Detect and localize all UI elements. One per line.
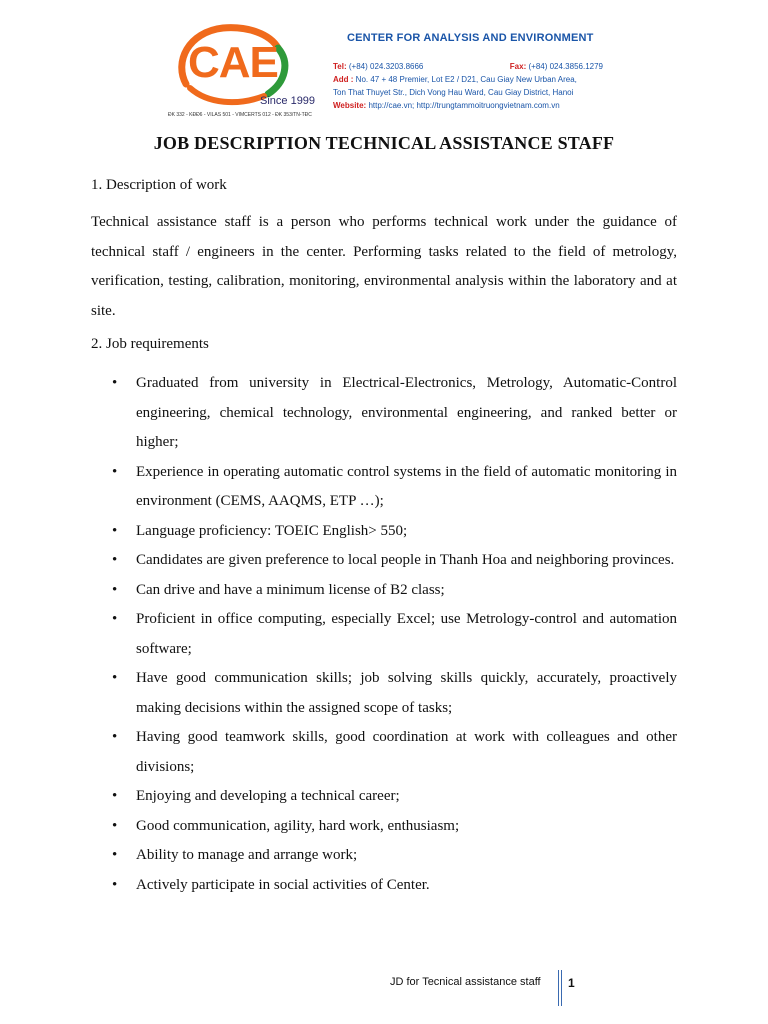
list-item: • Good communication, agility, hard work, enthusiasm; (112, 812, 677, 842)
list-item: • Have good communication skills; job solving skills quickly, accurately, proactively making decisions within the assigned scope of tasks; (112, 664, 677, 723)
tel-label: Tel: (333, 62, 347, 71)
list-item: • Enjoying and developing a technical career; (112, 782, 677, 812)
section1-paragraph: Technical assistance staff is a person who performs technical work under the guidance of technical staff / engineers in the center. Performing tasks related to the field of metrology, verification, testing, calibration, monitoring, environmental analysis within the laboratory and at site. (91, 214, 677, 319)
logo-text: CAE (188, 38, 278, 87)
list-item: • Ability to manage and arrange work; (112, 841, 677, 871)
requirements-list (112, 369, 677, 900)
address-line-1 (333, 73, 603, 86)
address-value-1: No. 47 + 48 Premier, Lot E2 / D21, Cau Giay New Urban Area, (355, 75, 577, 84)
tel-value: (+84) 024.3203.8666 (348, 62, 424, 71)
website-line (333, 99, 603, 112)
footer-text: JD for Tecnical assistance staff (390, 976, 541, 988)
section2-heading: 2. Job requirements (91, 336, 209, 352)
add-label: Add : (333, 75, 354, 84)
website-label: Website: (333, 101, 367, 110)
list-item: • Having good teamwork skills, good coordination at work with colleagues and other divisions; (112, 723, 677, 782)
footer-divider (561, 970, 562, 1006)
list-item: • Language proficiency: TOEIC English> 550; (112, 517, 677, 547)
page-number: 1 (568, 976, 575, 990)
list-item: • Proficient in office computing, especially Excel; use Metrology-control and automation software; (112, 605, 677, 664)
phone-row (333, 60, 603, 73)
fax-label: Fax: (509, 62, 527, 71)
website-value[interactable]: http://cae.vn; http://trungtammoitruongvietnam.com.vn (368, 101, 560, 110)
section1-heading: 1. Description of work (91, 177, 227, 193)
certification-codes: ĐK 332 - KĐĐ6 - VILAS 501 - VIMCERTS 012 - ĐK 353/TN-TĐC (168, 112, 312, 118)
org-contact (333, 60, 603, 112)
fax-value: (+84) 024.3856.1279 (528, 62, 603, 71)
list-item: • Graduated from university in Electrical-Electronics, Metrology, Automatic-Control engineering, chemical technology, environmental engineering, and ranked better or higher; (112, 369, 677, 458)
logo-since: Since 1999 (260, 95, 316, 107)
org-name: CENTER FOR ANALYSIS AND ENVIRONMENT (347, 32, 594, 44)
list-item: • Actively participate in social activities of Center. (112, 871, 677, 901)
list-item: • Can drive and have a minimum license of B2 class; (112, 576, 677, 606)
cae-logo (168, 22, 318, 112)
list-item: • Experience in operating automatic control systems in the field of automatic monitoring in environment (CEMS, AAQMS, ETP …); (112, 458, 677, 517)
org-info (333, 32, 603, 112)
document-title: JOB DESCRIPTION TECHNICAL ASSISTANCE STAFF (153, 133, 615, 153)
address-line-2: Ton That Thuyet Str., Dich Vong Hau Ward, Cau Giay District, Hanoi (333, 88, 574, 97)
list-item: • Candidates are given preference to local people in Thanh Hoa and neighboring provinces. (112, 546, 677, 576)
footer-divider (558, 970, 559, 1006)
